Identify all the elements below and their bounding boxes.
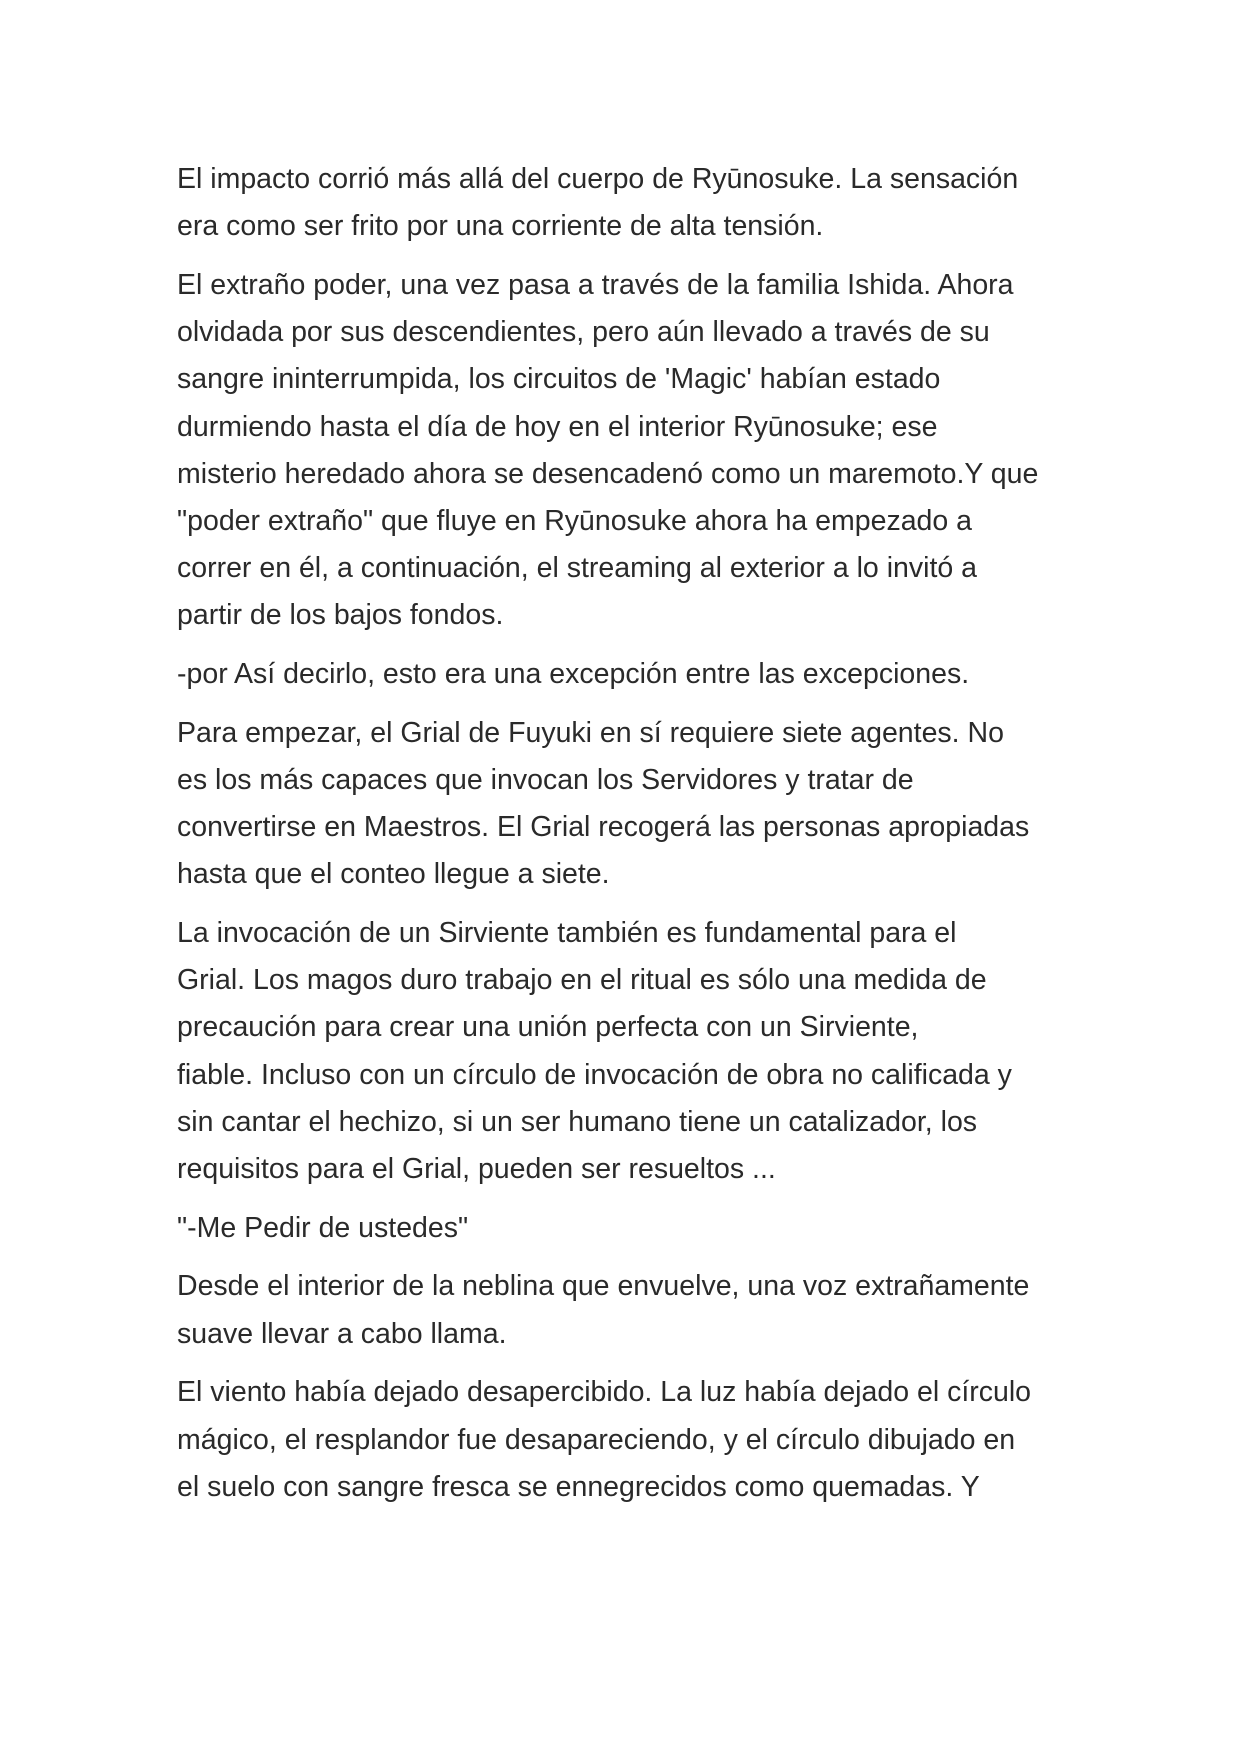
text-line: El extraño poder, una vez pasa a través de la familia Ishida. Ahora — [177, 268, 1014, 301]
text-line: durmiendo hasta el día de hoy en el interior Ryūnosuke; ese — [177, 410, 938, 443]
text-line: mágico, el resplandor fue desapareciendo, y el círculo dibujado en — [177, 1423, 1016, 1456]
text-line: El impacto corrió más allá del cuerpo de Ryūnosuke. La sensación — [177, 163, 1019, 195]
text-line: misterio heredado ahora se desencadenó como un maremoto.Y que — [177, 457, 1039, 490]
text-line: precaución para crear una unión perfecta con un Sirviente, — [177, 1011, 919, 1044]
paragraph-2 — [177, 262, 1077, 640]
paragraph-4 — [177, 710, 1077, 899]
text-line: fiable. Incluso con un círculo de invocación de obra no calificada y — [177, 1058, 1012, 1091]
text-line: Para empezar, el Grial de Fuyuki en sí requiere siete agentes. No — [177, 716, 1004, 749]
text-line: hasta que el conteo llegue a siete. — [177, 858, 610, 891]
text-line: el suelo con sangre fresca se ennegrecidos como quemadas. Y — [177, 1470, 980, 1503]
text-line: El viento había dejado desapercibido. La luz había dejado el círculo — [177, 1376, 1032, 1409]
text-line: "-Me Pedir de ustedes" — [177, 1211, 469, 1244]
text-line: La invocación de un Sirviente también es fundamental para el — [177, 917, 957, 950]
text-line: convertirse en Maestros. El Grial recogerá las personas apropiadas — [177, 811, 1030, 844]
text-line: Grial. Los magos duro trabajo en el ritual es sólo una medida de — [177, 964, 987, 997]
text-line: requisitos para el Grial, pueden ser resueltos ... — [177, 1153, 776, 1186]
paragraph-5 — [177, 910, 1077, 1193]
text-line: -por Así decirlo, esto era una excepción entre las excepciones. — [177, 658, 970, 691]
paragraph-8 — [177, 1369, 1077, 1511]
text-line: sangre ininterrumpida, los circuitos de 'Magic' habían estado — [177, 363, 941, 396]
text-line: es los más capaces que invocan los Servidores y tratar de — [177, 763, 914, 796]
paragraph-6 — [177, 1205, 1077, 1252]
text-line: suave llevar a cabo llama. — [177, 1317, 507, 1350]
text-line: correr en él, a continuación, el streaming al exterior a lo invitó a — [177, 552, 977, 585]
text-line: era como ser frito por una corriente de alta tensión. — [177, 210, 824, 243]
text-line: Desde el interior de la neblina que envuelve, una voz extrañamente — [177, 1270, 1030, 1303]
text-line: "poder extraño" que fluye en Ryūnosuke ahora ha empezado a — [177, 504, 973, 537]
paragraph-1 — [177, 156, 1077, 250]
paragraph-3 — [177, 651, 1077, 698]
paragraph-7 — [177, 1263, 1077, 1357]
body-text — [177, 156, 1077, 1511]
text-line: partir de los bajos fondos. — [177, 599, 504, 632]
text-line: sin cantar el hechizo, si un ser humano tiene un catalizador, los — [177, 1105, 978, 1138]
text-line: olvidada por sus descendientes, pero aún llevado a través de su — [177, 316, 990, 349]
